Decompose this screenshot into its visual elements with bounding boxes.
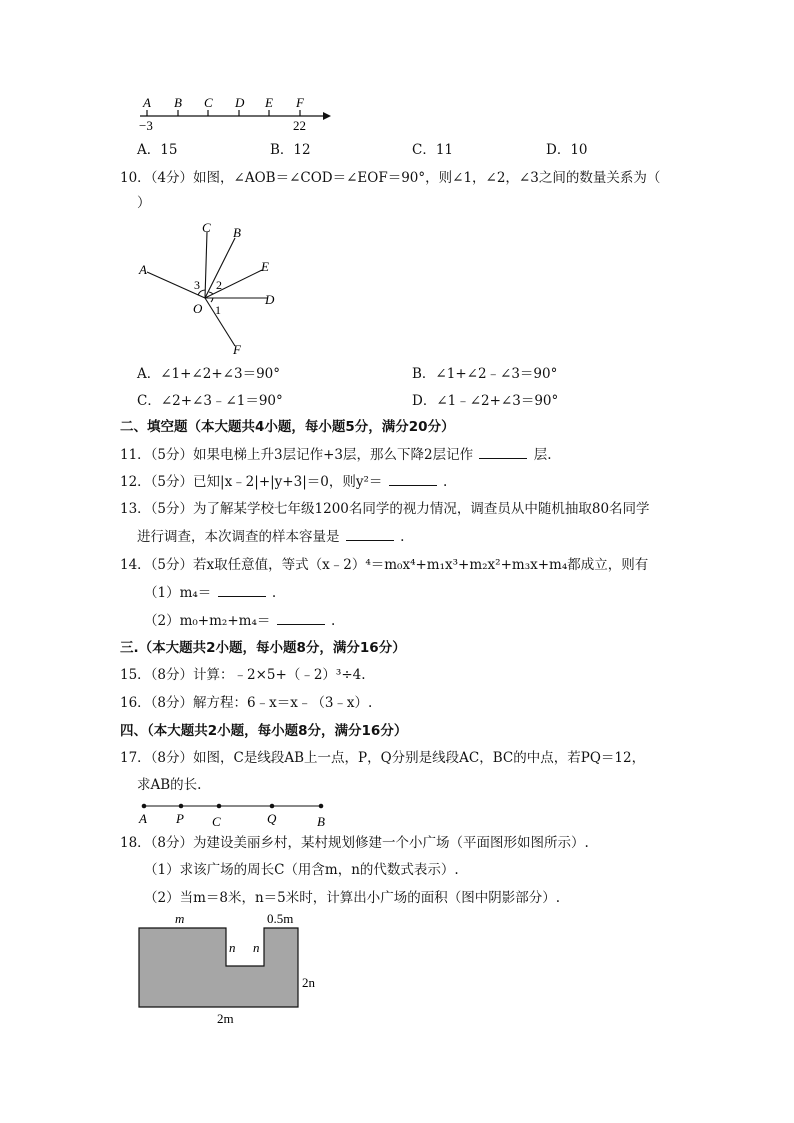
q10-stem: 10．（4分）如图，∠AOB＝∠COD＝∠EOF＝90°，则∠1，∠2，∠3之间的数量关系为（ <box>120 170 661 186</box>
q14-sub1-text: （1）m₄＝ <box>144 585 212 601</box>
q10-option-a: A．∠1+∠2+∠3＝90° <box>137 366 281 382</box>
q10-stem-cont: ） <box>137 195 151 211</box>
answer-blank <box>277 610 325 625</box>
q11-suffix: 层. <box>533 447 552 463</box>
q14-line1: 14．（5分）若x取任意值，等式（x﹣2）⁴＝m₀x⁴+m₁x³+m₂x²+m₃x+m₄都成立，则有 <box>120 557 649 573</box>
answer-blank <box>346 526 394 541</box>
q13-text: 进行调查，本次调查的样本容量是 <box>137 529 340 545</box>
q11 <box>120 444 552 465</box>
point-label: B <box>317 814 325 828</box>
q12-suffix: . <box>442 474 448 490</box>
q9-option-c: C．11 <box>412 142 454 158</box>
point-label: F <box>296 95 304 110</box>
point-label: Q <box>267 811 277 826</box>
point-label-e: E <box>261 259 269 274</box>
q17-line1: 17．（8分）如图，C是线段AB上一点，P，Q分别是线段AC，BC的中点，若PQ＝12， <box>120 750 646 766</box>
section-heading-fill-blank: 二、填空题（本大题共4小题，每小题5分，满分20分） <box>120 419 455 435</box>
point-label: C <box>212 814 221 828</box>
point-label: A <box>143 95 151 110</box>
point-label: D <box>235 95 245 110</box>
point-label-d: D <box>265 292 275 307</box>
end-value: 22 <box>293 118 306 133</box>
point-label: P <box>176 811 184 826</box>
q18-line1: 18．（8分）为建设美丽乡村，某村规划修建一个小广场（平面图形如图所示）. <box>120 835 589 851</box>
q13-suffix: . <box>400 529 405 545</box>
q15: 15．（8分）计算：﹣2×5+（﹣2）³÷4. <box>120 667 366 683</box>
start-value: −3 <box>139 118 153 133</box>
point-label: B <box>174 95 182 110</box>
label-2n: 2n <box>302 975 315 990</box>
label-2m: 2m <box>217 1011 234 1026</box>
point-label: C <box>204 95 213 110</box>
label-n-right: n <box>253 940 260 955</box>
q12 <box>120 471 447 492</box>
section-heading-4: 四、（本大题共2小题，每小题8分，满分16分） <box>120 723 408 739</box>
q13-line1: 13．（5分）为了解某学校七年级1200名同学的视力情况，调查员从中随机抽取80名同学 <box>120 501 650 517</box>
angle-label-3: 3 <box>194 278 200 292</box>
q14-sub2-text: （2）m₀+m₂+m₄＝ <box>144 613 271 629</box>
label-half-m: 0.5m <box>267 911 294 926</box>
point-label-b: B <box>233 225 241 240</box>
section-heading-3: 三.（本大题共2小题，每小题8分，满分16分） <box>120 640 406 656</box>
q14-sub2-suffix: . <box>330 613 336 629</box>
q12-text: 12．（5分）已知|x﹣2|+|y+3|＝0，则y²＝ <box>120 474 383 490</box>
q17-line2: 求AB的长. <box>137 777 202 793</box>
q13-line2 <box>137 526 404 547</box>
plaza-figure <box>135 910 335 1030</box>
point-label: A <box>139 811 147 826</box>
number-line-figure <box>135 92 335 134</box>
point-label-o: O <box>193 301 203 316</box>
q10-option-d: D．∠1﹣∠2+∠3＝90° <box>412 393 559 409</box>
angle-label-1: 1 <box>215 303 221 317</box>
shaded-region <box>139 928 298 1007</box>
q14-sub1 <box>144 582 276 603</box>
q14-sub2 <box>144 610 335 631</box>
q11-text: 11．（5分）如果电梯上升3层记作+3层，那么下降2层记作 <box>120 447 474 463</box>
point-label-a: A <box>139 262 147 277</box>
q9-option-d: D．10 <box>546 142 588 158</box>
label-m: m <box>175 911 185 926</box>
answer-blank <box>389 471 437 486</box>
point-label-c: C <box>202 220 211 235</box>
q14-sub1-suffix: . <box>271 585 277 601</box>
label-n-left: n <box>229 940 236 955</box>
q16: 16．（8分）解方程：6﹣x＝x﹣（3﹣x）. <box>120 695 373 711</box>
q18-sub2: （2）当m＝8米，n＝5米时，计算出小广场的面积（图中阴影部分）. <box>144 890 561 906</box>
q9-option-b: B．12 <box>270 142 311 158</box>
q10-option-c: C．∠2+∠3﹣∠1＝90° <box>137 393 283 409</box>
point-label: E <box>265 95 273 110</box>
answer-blank <box>479 444 527 459</box>
point-label-f: F <box>233 342 241 357</box>
answer-blank <box>218 582 266 597</box>
q18-sub1: （1）求该广场的周长C（用含m，n的代数式表示）. <box>144 862 459 878</box>
segment-figure <box>135 798 335 828</box>
q10-option-b: B．∠1+∠2﹣∠3＝90° <box>412 366 558 382</box>
angle-label-2: 2 <box>216 278 222 292</box>
q9-option-a: A．15 <box>137 142 178 158</box>
angle-figure <box>135 218 285 360</box>
